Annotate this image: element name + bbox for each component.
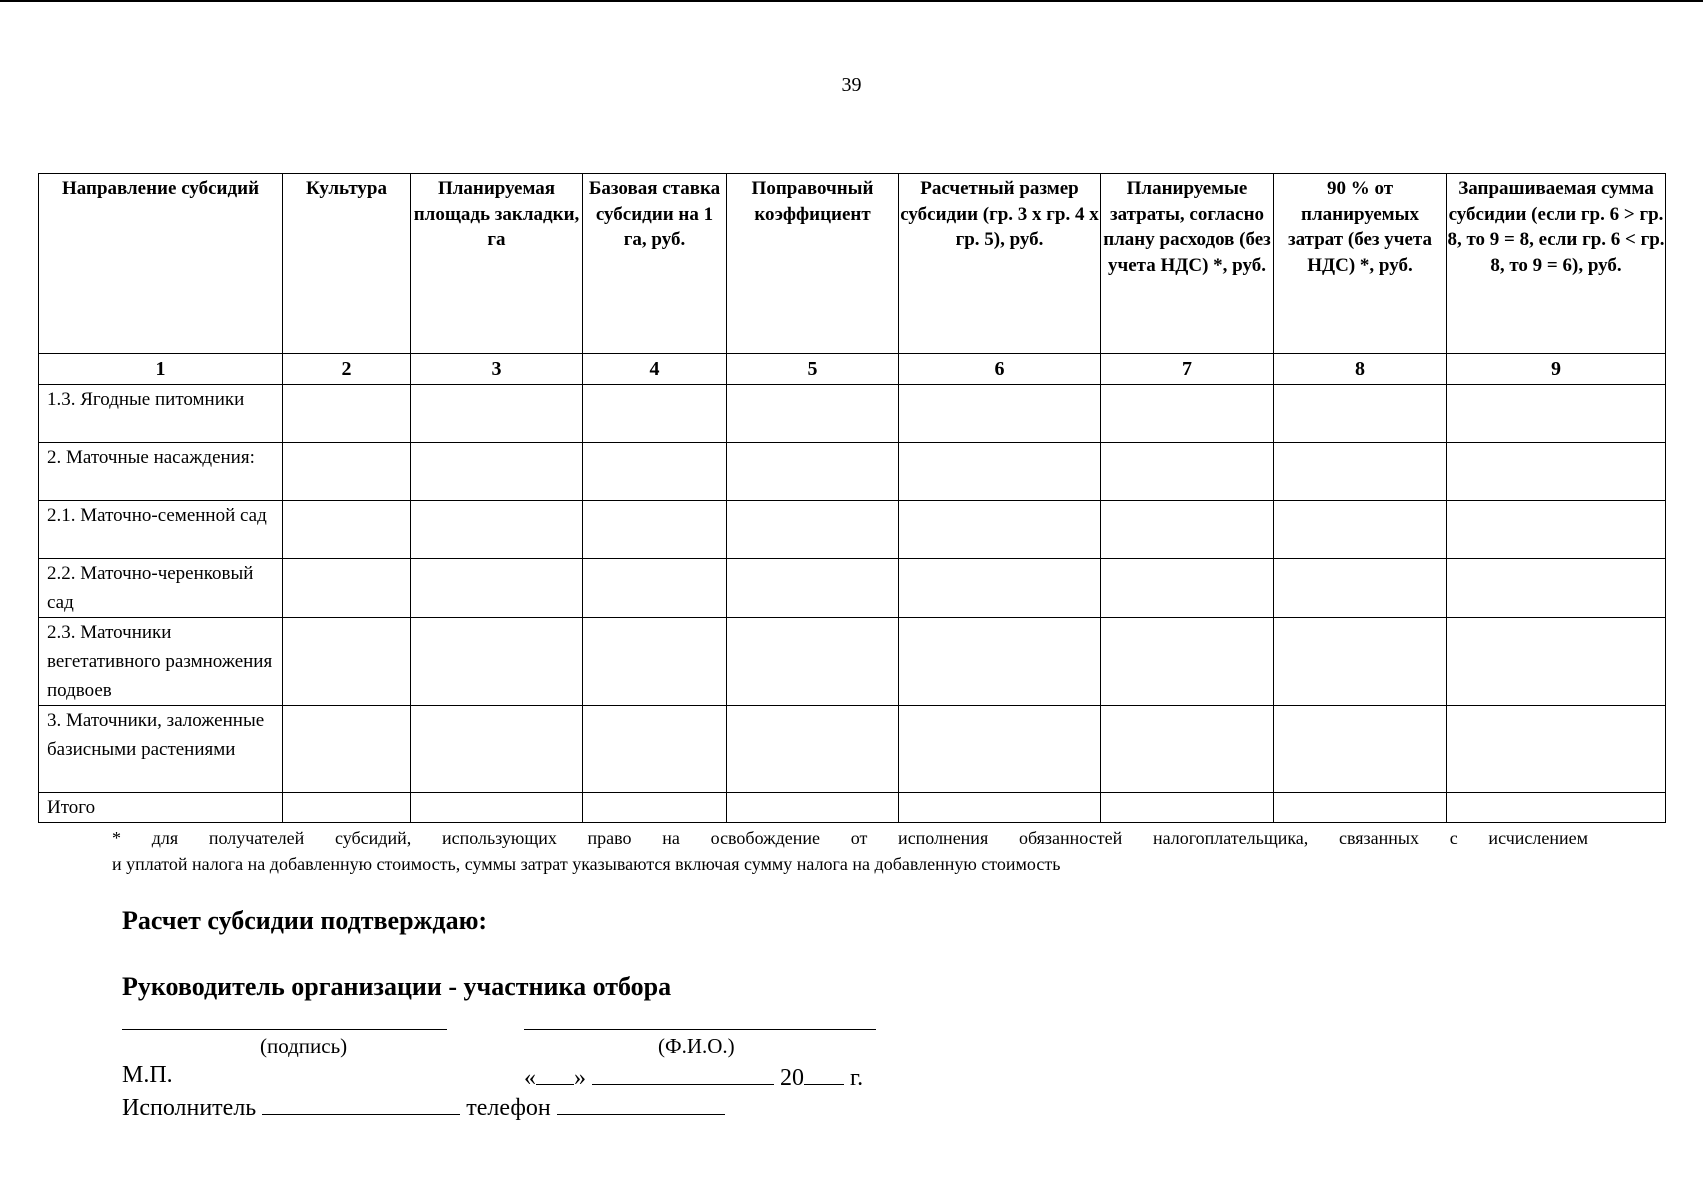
year-prefix: 20 <box>780 1065 804 1091</box>
table-cell <box>727 559 899 618</box>
table-row <box>39 443 1666 501</box>
confirmation-heading: Расчет субсидии подтверждаю: <box>122 906 488 935</box>
table-cell <box>899 793 1101 823</box>
footnote-line-2: и уплатой налога на добавленную стоимость, суммы затрат указываются включая сумму налога на добавленную стоимость <box>112 854 1061 874</box>
table-cell <box>1101 501 1274 559</box>
table-cell <box>727 501 899 559</box>
table-cell <box>1447 443 1666 501</box>
table-cell <box>1101 793 1274 823</box>
executor-blank <box>262 1092 460 1115</box>
header-base-rate: Базовая ставка субсидии на 1 га, руб. <box>583 174 727 354</box>
table-cell <box>727 793 899 823</box>
month-blank <box>592 1062 774 1085</box>
table-cell <box>899 385 1101 443</box>
table-cell <box>899 618 1101 706</box>
full-name-line <box>524 1029 876 1030</box>
table-cell <box>411 385 583 443</box>
header-ninety-percent: 90 % от планируемых затрат (без учета НДС) *, руб. <box>1274 174 1447 354</box>
table-cell <box>1101 706 1274 793</box>
column-number: 4 <box>583 354 727 385</box>
column-number: 1 <box>39 354 283 385</box>
table-cell <box>1274 443 1447 501</box>
column-number: 2 <box>283 354 411 385</box>
table-cell <box>411 793 583 823</box>
table-row <box>39 706 1666 793</box>
row-label: 2.2. Маточно-черенковый сад <box>39 559 283 618</box>
header-requested-amount: Запрашиваемая сумма субсидии (если гр. 6 > гр. 8, то 9 = 8, если гр. 6 < гр. 8, то 9 = 6), руб. <box>1447 174 1666 354</box>
date-field <box>524 1062 863 1092</box>
table-cell <box>583 793 727 823</box>
row-label: 2.1. Маточно-семенной сад <box>39 501 283 559</box>
table-cell <box>411 443 583 501</box>
table-cell <box>1101 443 1274 501</box>
quote-open: « <box>524 1065 536 1091</box>
table-cell <box>583 706 727 793</box>
row-label: Итого <box>39 793 283 823</box>
page-number: 39 <box>841 74 862 96</box>
column-number-row <box>39 354 1666 385</box>
top-border-line <box>0 0 1703 2</box>
header-culture: Культура <box>283 174 411 354</box>
table-cell <box>727 443 899 501</box>
table-cell <box>1274 618 1447 706</box>
table-cell <box>1101 618 1274 706</box>
table-cell <box>583 385 727 443</box>
column-number: 5 <box>727 354 899 385</box>
table-cell <box>727 385 899 443</box>
table-cell <box>283 706 411 793</box>
table-cell <box>1447 385 1666 443</box>
table-cell <box>283 443 411 501</box>
table-cell <box>1101 559 1274 618</box>
table-cell <box>283 385 411 443</box>
table-cell <box>1447 559 1666 618</box>
table-cell <box>283 793 411 823</box>
row-label: 2. Маточные насаждения: <box>39 443 283 501</box>
table-row <box>39 501 1666 559</box>
table-cell <box>899 706 1101 793</box>
header-planned-costs: Планируемые затраты, согласно плану расходов (без учета НДС) *, руб. <box>1101 174 1274 354</box>
header-direction: Направление субсидий <box>39 174 283 354</box>
table-cell <box>1447 706 1666 793</box>
executor-field <box>122 1092 725 1122</box>
table-cell <box>1274 793 1447 823</box>
day-blank <box>536 1062 574 1085</box>
full-name-caption: (Ф.И.О.) <box>658 1034 735 1058</box>
footnote <box>112 825 1588 877</box>
subsidy-calculation-table <box>38 173 1666 823</box>
table-cell <box>899 443 1101 501</box>
table-cell <box>411 501 583 559</box>
column-number: 3 <box>411 354 583 385</box>
table-cell <box>1101 385 1274 443</box>
table-cell <box>899 559 1101 618</box>
signature-line <box>122 1029 447 1030</box>
table-cell <box>411 559 583 618</box>
column-number: 8 <box>1274 354 1447 385</box>
table-cell <box>583 618 727 706</box>
footnote-line-1: * для получателей субсидий, использующих право на освобождение от исполнения обязанностей налогоплательщика, связанных с исчислением <box>112 828 1588 848</box>
organization-head-heading: Руководитель организации - участника отбора <box>122 972 672 1001</box>
table-row <box>39 559 1666 618</box>
signature-caption: (подпись) <box>260 1034 348 1058</box>
row-label: 3. Маточники, заложенные базисными растениями <box>39 706 283 793</box>
header-row <box>39 174 1666 354</box>
column-number: 9 <box>1447 354 1666 385</box>
table-cell <box>1274 501 1447 559</box>
table-cell <box>1447 618 1666 706</box>
row-label: 1.3. Ягодные питомники <box>39 385 283 443</box>
seal-label: М.П. <box>122 1062 173 1088</box>
table-cell <box>283 618 411 706</box>
quote-close: » <box>574 1065 586 1091</box>
year-suffix: г. <box>850 1065 864 1091</box>
table-row <box>39 385 1666 443</box>
executor-label: Исполнитель <box>122 1095 257 1121</box>
table-cell <box>411 706 583 793</box>
table-cell <box>1274 559 1447 618</box>
column-number: 7 <box>1101 354 1274 385</box>
phone-blank <box>557 1092 725 1115</box>
row-label: 2.3. Маточники вегетативного размножения подвоев <box>39 618 283 706</box>
table-cell <box>583 501 727 559</box>
table-cell <box>583 443 727 501</box>
table-row <box>39 618 1666 706</box>
table-cell <box>727 618 899 706</box>
header-calculated-subsidy: Расчетный размер субсидии (гр. 3 х гр. 4 х гр. 5), руб. <box>899 174 1101 354</box>
table-cell <box>1447 793 1666 823</box>
table-cell <box>411 618 583 706</box>
table-cell <box>1447 501 1666 559</box>
table-cell <box>1274 385 1447 443</box>
table-cell <box>283 559 411 618</box>
table-cell <box>283 501 411 559</box>
table-cell <box>1274 706 1447 793</box>
year-blank <box>804 1062 844 1085</box>
table-cell <box>727 706 899 793</box>
header-correction-coefficient: Поправочный коэффициент <box>727 174 899 354</box>
table-cell <box>583 559 727 618</box>
header-planned-area: Планируемая площадь закладки, га <box>411 174 583 354</box>
phone-label: телефон <box>466 1095 551 1121</box>
column-number: 6 <box>899 354 1101 385</box>
table-row-total <box>39 793 1666 823</box>
table-cell <box>899 501 1101 559</box>
